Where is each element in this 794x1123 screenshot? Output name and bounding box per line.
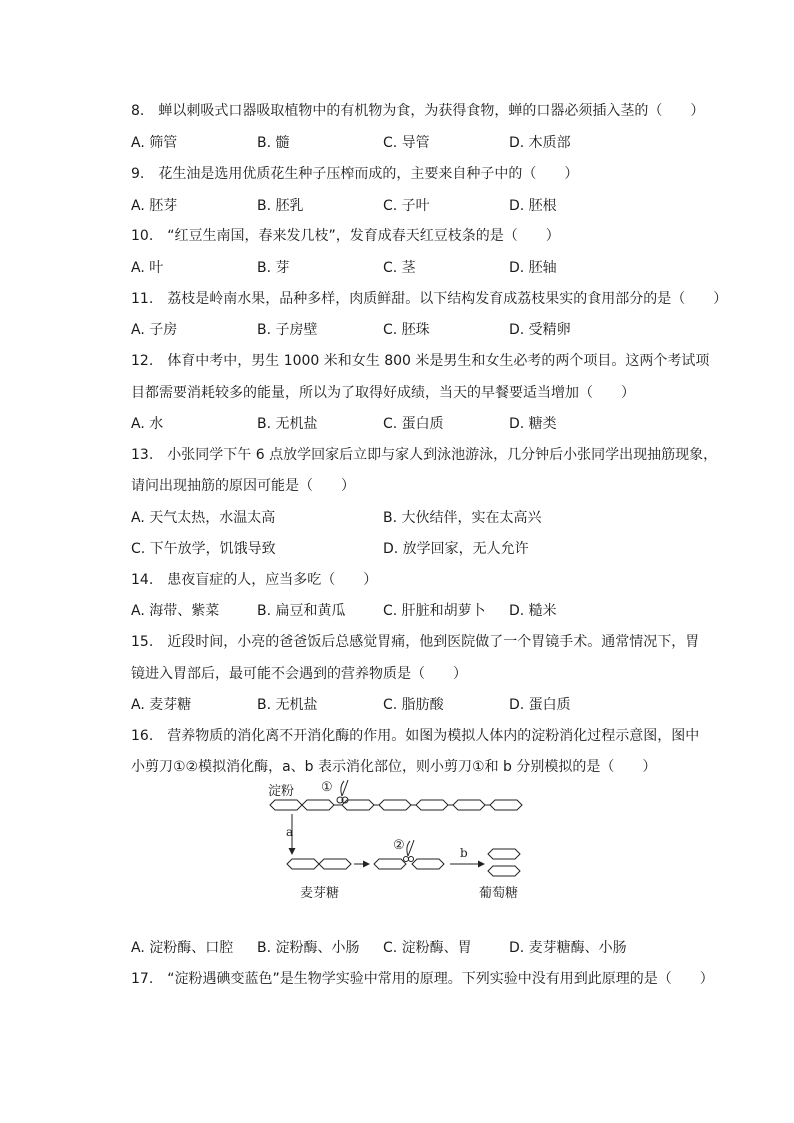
option-a: A. 胚芽 — [131, 198, 178, 214]
glucose-unit — [379, 800, 411, 810]
option-c: C. 蛋白质 — [383, 416, 444, 432]
question-13-options-row-2 — [131, 539, 691, 559]
option-d: D. 受精卵 — [509, 322, 571, 338]
question-13-options-row-1 — [131, 508, 691, 528]
scissors-1-icon — [337, 780, 348, 803]
question-10-text: 10. “红豆生南国，春来发几枝”，发育成春天红豆枝条的是（ ） — [131, 228, 560, 244]
question-16-text-line-2: 小剪刀①②模拟消化酶，a、b 表示消化部位，则小剪刀①和 b 分别模拟的是（ ） — [131, 759, 657, 775]
starch-label: 淀粉 — [268, 784, 295, 799]
option-d: D. 胚根 — [509, 198, 557, 214]
question-10-options — [131, 258, 691, 278]
option-a: A. 天气太热，水温太高 — [131, 510, 276, 526]
option-a: A. 淀粉酶、口腔 — [131, 940, 234, 956]
option-b: B. 子房壁 — [257, 322, 318, 338]
option-d: D. 糖类 — [509, 416, 557, 432]
starch-digestion-diagram — [262, 778, 532, 906]
question-12-options — [131, 414, 691, 434]
question-17-text: 17. “淀粉遇碘变蓝色”是生物学实验中常用的原理。下列实验中没有用到此原理的是（ ） — [131, 971, 714, 987]
question-11-text: 11. 荔枝是岭南水果，品种多样，肉质鲜甜。以下结构发育成荔枝果实的食用部分的是（ ） — [131, 291, 728, 307]
arrow-b-label: b — [460, 846, 468, 860]
question-9-text: 9. 花生油是选用优质花生种子压榨而成的，主要来自种子中的（ ） — [131, 166, 579, 182]
maltose-label: 麦芽糖 — [300, 886, 340, 901]
glucose-unit — [302, 800, 334, 810]
question-16-options — [131, 938, 691, 958]
question-11-options — [131, 320, 691, 340]
glucose-label: 葡萄糖 — [479, 886, 519, 901]
option-a: A. 海带、紫菜 — [131, 603, 220, 619]
scissors-2-icon — [404, 840, 415, 862]
option-d: D. 麦芽糖酶、小肠 — [509, 940, 627, 956]
question-13-text-line-1: 13. 小张同学下午 6 点放学回家后立即与家人到泳池游泳，几分钟后小张同学出现抽筋现象， — [131, 447, 718, 463]
arrow-a-label: a — [286, 825, 294, 839]
maltose-chain — [287, 859, 351, 869]
option-d: D. 放学回家，无人允许 — [383, 541, 529, 557]
glucose-unit — [342, 800, 374, 810]
glucose-unit — [270, 800, 302, 810]
scissors-2-label: ② — [393, 838, 405, 853]
option-b: B. 扁豆和黄瓜 — [257, 603, 346, 619]
option-b: B. 无机盐 — [257, 697, 318, 713]
question-15-text-line-2: 镜进入胃部后，最可能不会遇到的营养物质是（ ） — [131, 666, 467, 682]
option-b: B. 髓 — [257, 135, 290, 151]
option-d: D. 蛋白质 — [509, 697, 571, 713]
option-b: B. 大伙结伴，实在太高兴 — [383, 510, 542, 526]
question-16-text-line-1: 16. 营养物质的消化离不开消化酶的作用。如图为模拟人体内的淀粉消化过程示意图，图中 — [131, 728, 700, 744]
option-a: A. 水 — [131, 416, 164, 432]
question-15-options — [131, 695, 691, 715]
glucose-stack — [488, 849, 520, 876]
option-c: C. 脂肪酸 — [383, 697, 444, 713]
question-12-text-line-2: 目都需要消耗较多的能量，所以为了取得好成绩，当天的早餐要适当增加（ ） — [131, 385, 635, 401]
option-c: C. 导管 — [383, 135, 430, 151]
question-12-text-line-1: 12. 体育中考中，男生 1000 米和女生 800 米是男生和女生必考的两个项目。这两个考试项 — [131, 353, 710, 369]
starch-chain — [270, 800, 522, 810]
question-14-options — [131, 601, 691, 621]
glucose-unit — [453, 800, 485, 810]
option-d: D. 胚轴 — [509, 260, 557, 276]
option-c: C. 肝脏和胡萝卜 — [383, 603, 486, 619]
option-a: A. 麦芽糖 — [131, 697, 192, 713]
option-b: B. 胚乳 — [257, 198, 304, 214]
option-a: A. 子房 — [131, 322, 178, 338]
option-c: C. 茎 — [383, 260, 416, 276]
option-c: C. 淀粉酶、胃 — [383, 940, 472, 956]
question-8-options — [131, 133, 691, 153]
question-15-text-line-1: 15. 近段时间，小亮的爸爸饭后总感觉胃痛，他到医院做了一个胃镜手术。通常情况下，胃 — [131, 634, 700, 650]
option-b: B. 无机盐 — [257, 416, 318, 432]
option-b: B. 淀粉酶、小肠 — [257, 940, 360, 956]
option-c: C. 下午放学，饥饿导致 — [131, 541, 276, 557]
question-9-options — [131, 196, 691, 216]
option-a: A. 叶 — [131, 260, 164, 276]
option-a: A. 筛管 — [131, 135, 178, 151]
question-8-text: 8. 蝉以刺吸式口器吸取植物中的有机物为食，为获得食物，蝉的口器必须插入茎的（ ） — [131, 103, 705, 119]
option-c: C. 胚珠 — [383, 322, 430, 338]
glucose-unit — [490, 800, 522, 810]
question-13-text-line-2: 请问出现抽筋的原因可能是（ ） — [131, 478, 355, 494]
option-d: D. 木质部 — [509, 135, 571, 151]
question-14-text: 14. 患夜盲症的人，应当多吃（ ） — [131, 572, 378, 588]
option-d: D. 糙米 — [509, 603, 557, 619]
scissors-1-label: ① — [321, 780, 333, 795]
glucose-unit — [416, 800, 448, 810]
option-c: C. 子叶 — [383, 198, 430, 214]
option-b: B. 芽 — [257, 260, 290, 276]
